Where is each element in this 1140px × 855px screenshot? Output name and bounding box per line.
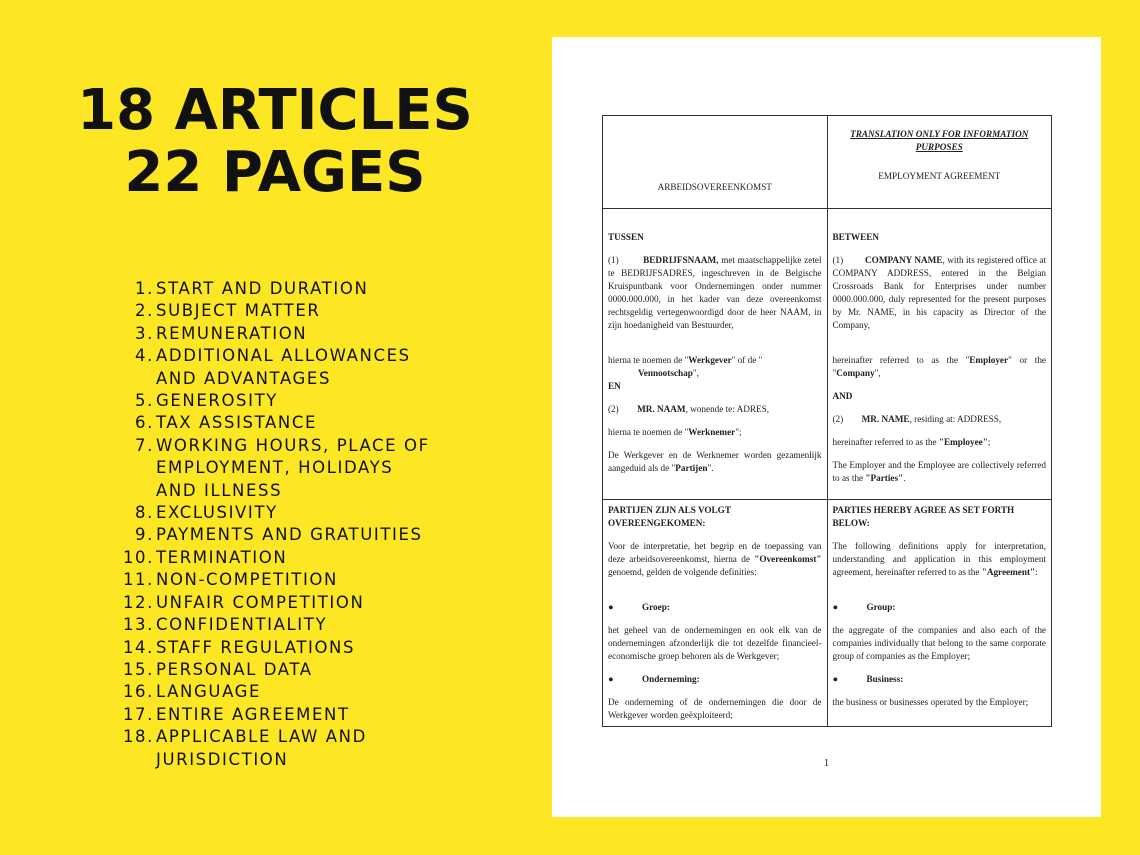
english-title: EMPLOYMENT AGREEMENT (878, 171, 1001, 181)
article-number: 16. (122, 682, 154, 702)
article-item (120, 569, 440, 591)
party-2-dutch: (2) MR. NAAM, wonende te: ADRES, (608, 404, 770, 414)
article-number: 5. (135, 391, 154, 411)
groep-definition: het geheel van de ondernemingen en ook elk van de ondernemingen afzonderlijk die tot dezelfde financieel-economische groep behoren als de Werkgever; (608, 625, 822, 661)
article-item (120, 659, 440, 681)
article-number: 12. (122, 592, 154, 612)
article-number: 7. (135, 435, 154, 455)
article-item (120, 300, 440, 322)
article-title: APPLICABLE LAW AND JURISDICTION (156, 727, 367, 769)
bullet-icon: ● (832, 602, 839, 612)
headline-pages: 22 PAGES (124, 140, 426, 205)
article-item (120, 502, 440, 524)
parties-definition-dutch: De Werkgever en de Werknemer worden gezamenlijk aangeduid als de "Partijen". (608, 450, 822, 473)
article-number: 11. (122, 570, 154, 590)
article-number: 13. (122, 615, 154, 635)
parties-dutch: TUSSEN (1) BEDRIJFSNAAM, met maatschappelijke zetel te BEDRIJFSADRES, ingeschreven in de Belgische Kruispuntbank voor Ondernemingen onder nummer 0000.000.000, in het kader van deze overeenkomst rechtsgeldig vertegenwoordigd door de heer NAAM, in zijn hoedanigheid van Bestuurder, hierna te noemen de "Werkgever" of de " Vennootschap", EN (2) MR. NAAM, wonende te: ADRES, hierna te noemen de "Werknemer"; De Werkgever en de Werknemer worden gezamenlijk aangeduid als de "Partijen". (603, 209, 828, 500)
agreement-table (602, 115, 1052, 727)
header-right (827, 116, 1052, 209)
following-paragraph: The following definitions apply for interpretation, understanding and application in this employment agreement, hereinafter referred to as the "Agreement": (832, 541, 1046, 577)
article-item (120, 323, 440, 345)
parties-definition-english: The Employer and the Employee are collectively referred to as the "Parties". (832, 460, 1046, 483)
header-left (603, 116, 828, 209)
between-label: BETWEEN (832, 232, 879, 242)
bullet-icon: ● (608, 602, 614, 612)
employee-definition-dutch: hierna te noemen de "Werknemer"; (608, 427, 742, 437)
group-term: ● Group: (832, 602, 896, 612)
party-2-english: (2) MR. NAME, residing at: ADDRESS, (832, 414, 1002, 424)
article-item (120, 681, 440, 703)
article-number: 1. (135, 279, 154, 298)
article-title: GENEROSITY (156, 391, 278, 411)
definitions-dutch (603, 500, 828, 727)
article-title: LANGUAGE (156, 682, 262, 702)
article-title: STAFF REGULATIONS (156, 637, 356, 657)
article-title: UNFAIR COMPETITION (156, 592, 365, 612)
translation-note: TRANSLATION ONLY FOR INFORMATION PURPOSES (850, 129, 1029, 152)
and-label: AND (832, 391, 853, 401)
employer-definition-english: hereinafter referred to as the "Employer" or the "Company", (832, 355, 1046, 378)
article-title: PAYMENTS AND GRATUITIES (156, 525, 423, 545)
en-label: EN (608, 381, 621, 391)
article-number: 3. (135, 323, 154, 343)
article-title: START AND DURATION (156, 279, 369, 298)
article-number: 15. (122, 659, 154, 679)
page-number: 1 (823, 757, 830, 769)
article-title: ENTIRE AGREEMENT (156, 704, 350, 724)
article-title: SUBJECT MATTER (156, 301, 321, 321)
article-item (120, 390, 440, 412)
dutch-title: ARBEIDSOVEREENKOMST (657, 182, 772, 192)
onderneming-definition: De onderneming of de ondernemingen die door de Werkgever worden geëxploiteerd; (608, 697, 822, 720)
business-term: ● Business: (832, 674, 904, 684)
article-number: 9. (135, 525, 154, 545)
article-title: TERMINATION (156, 547, 288, 567)
article-item (120, 435, 440, 502)
employee-definition-english: hereinafter referred to as the "Employee"; (832, 437, 991, 447)
partijen-heading: PARTIJEN ZIJN ALS VOLGT OVEREENGEKOMEN: (608, 505, 731, 528)
article-number: 18. (122, 727, 154, 747)
headline-articles: 18 ARTICLES (77, 78, 473, 143)
groep-term: ● Groep: (608, 602, 670, 612)
article-item (120, 726, 440, 771)
article-list (120, 278, 440, 771)
article-item (120, 524, 440, 546)
article-title: PERSONAL DATA (156, 659, 313, 679)
party-1-english: (1) COMPANY NAME, with its registered office at COMPANY ADDRESS, entered in the Belgian Crossroads Bank for Enterprises under number 0000.000.000, duly represented for the present purposes by Mr. NAME, in his capacity as Director of the Company, (832, 255, 1047, 330)
article-number: 17. (122, 704, 154, 724)
article-item (120, 278, 440, 300)
voor-paragraph: Voor de interpretatie, het begrip en de toepassing van deze arbeidsovereenkomst, hierna de "Overeenkomst" genoemd, gelden de volgende definities: (608, 541, 822, 577)
article-item (120, 345, 440, 390)
article-title: ADDITIONAL ALLOWANCES AND ADVANTAGES (156, 346, 411, 388)
article-title: WORKING HOURS, PLACE OF EMPLOYMENT, HOLIDAYS AND ILLNESS (156, 435, 430, 500)
article-item (120, 704, 440, 726)
article-title: CONFIDENTIALITY (156, 615, 328, 635)
article-number: 4. (135, 346, 154, 366)
article-title: REMUNERATION (156, 323, 308, 343)
article-number: 6. (135, 413, 154, 433)
bullet-icon: ● (608, 674, 614, 684)
party-1-dutch: (1) BEDRIJFSNAAM, met maatschappelijke zetel te BEDRIJFSADRES, ingeschreven in de Belgische Kruispuntbank voor Ondernemingen onder nummer 0000.000.000, in het kader van deze overeenkomst rechtsgeldig vertegenwoordigd door de heer NAAM, in zijn hoedanigheid van Bestuurder, (608, 255, 822, 330)
definitions-english (827, 500, 1052, 727)
article-title: TAX ASSISTANCE (156, 413, 317, 433)
group-definition: the aggregate of the companies and also each of the companies individually that belong to the same corporate group of companies as the Employer; (832, 625, 1046, 661)
article-item (120, 637, 440, 659)
article-item (120, 592, 440, 614)
article-item (120, 412, 440, 434)
employer-definition-dutch: hierna te noemen de "Werkgever" of de " (608, 355, 763, 365)
tussen-label: TUSSEN (608, 232, 644, 242)
article-number: 10. (122, 547, 154, 567)
parties-heading: PARTIES HEREBY AGREE AS SET FORTH BELOW: (832, 505, 1015, 528)
document-page (552, 37, 1101, 817)
headline (60, 80, 490, 204)
article-number: 2. (135, 301, 154, 321)
article-number: 14. (122, 637, 154, 657)
article-title: NON-COMPETITION (156, 570, 338, 590)
article-title: EXCLUSIVITY (156, 503, 278, 523)
parties-english (827, 209, 1052, 500)
article-item (120, 547, 440, 569)
article-item (120, 614, 440, 636)
business-definition: the business or businesses operated by the Employer; (832, 697, 1029, 707)
article-number: 8. (135, 503, 154, 523)
onderneming-term: ● Onderneming: (608, 674, 700, 684)
bullet-icon: ● (832, 674, 839, 684)
